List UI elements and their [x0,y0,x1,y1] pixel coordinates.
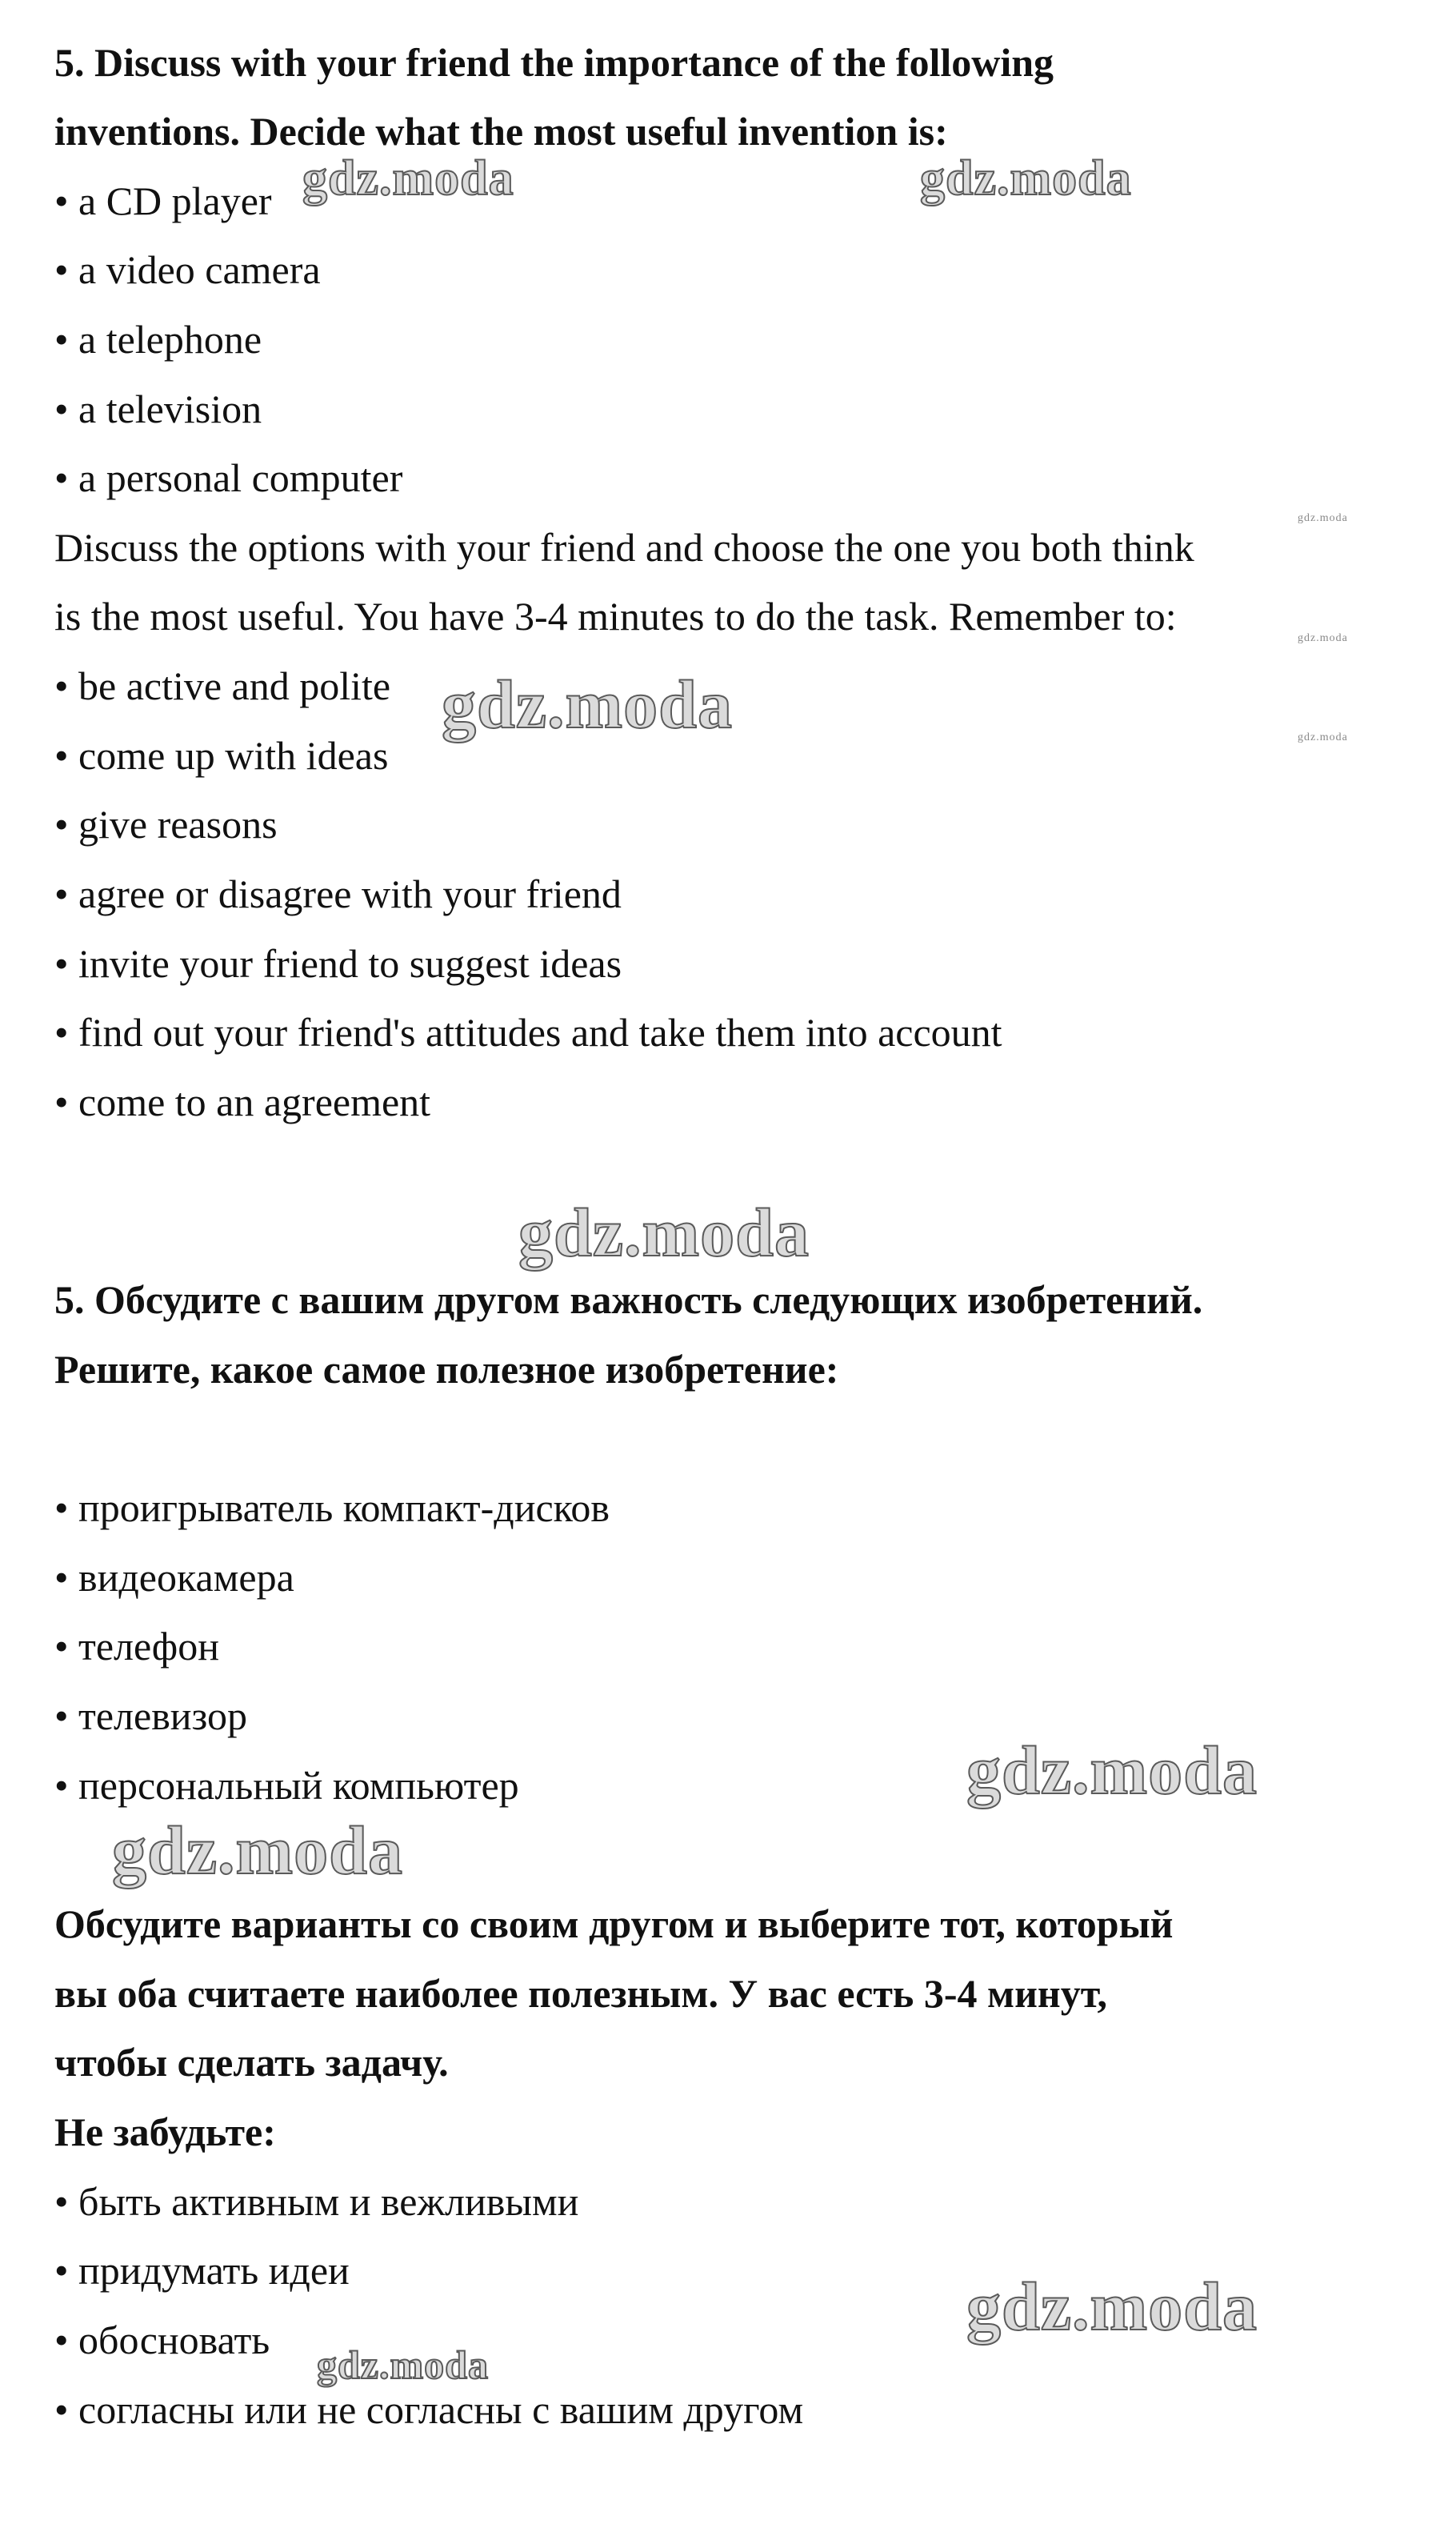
english-invention-item: • a personal computer [54,455,403,500]
russian-invention-item: • телевизор [54,1693,248,1738]
english-reminder-item: • invite your friend to suggest ideas [54,941,622,986]
russian-instructions-line-2: вы оба считаете наиболее полезным. У вас есть 3-4 минут, [54,1971,1107,2016]
english-instructions-line-1: Discuss the options with your friend and choose the one you both think [54,525,1194,570]
english-reminder-item: • give reasons [54,802,278,847]
russian-reminder-item: • быть активным и вежливыми [54,2179,579,2224]
russian-remember-label: Не забудьте: [54,2109,276,2154]
english-reminder-item: • be active and polite [54,663,391,708]
watermark: gdz.moda [966,2268,1258,2345]
english-invention-item: • a CD player [54,178,272,223]
english-reminder-item: • agree or disagree with your friend [54,871,622,916]
english-reminder-item: • come to an agreement [54,1080,431,1124]
watermark: gdz.moda [920,151,1132,206]
watermark-small: gdz.moda [1298,731,1348,743]
watermark: gdz.moda [317,2342,489,2387]
english-reminder-item: • find out your friend's attitudes and take them into account [54,1010,1002,1055]
watermark: gdz.moda [112,1812,403,1889]
watermark-small: gdz.moda [1298,632,1348,644]
english-invention-item: • a video camera [54,247,321,292]
russian-invention-item: • проигрыватель компакт-дисков [54,1485,610,1530]
watermark: gdz.moda [302,151,514,206]
russian-invention-item: • персональный компьютер [54,1763,519,1808]
russian-reminder-item: • обосновать [54,2318,270,2362]
english-invention-item: • a television [54,387,262,431]
watermark: gdz.moda [442,666,733,743]
russian-instructions-line-3: чтобы сделать задачу. [54,2040,449,2085]
watermark: gdz.moda [966,1732,1258,1809]
russian-reminder-item: • придумать идеи [54,2248,350,2293]
russian-reminder-item: • согласны или не согласны с вашим другом [54,2387,804,2432]
russian-invention-item: • телефон [54,1624,219,1669]
russian-heading-line-1: 5. Обсудите с вашим другом важность следующих изобретений. [54,1277,1203,1322]
english-heading-line-2: inventions. Decide what the most useful invention is: [54,109,948,154]
russian-invention-item: • видеокамера [54,1555,294,1600]
russian-instructions-line-1: Обсудите варианты со своим другом и выберите тот, который [54,1901,1174,1946]
english-invention-item: • a telephone [54,317,262,362]
english-reminder-item: • come up with ideas [54,733,389,778]
english-instructions-line-2: is the most useful. You have 3-4 minutes to do the task. Remember to: [54,594,1177,639]
watermark-small: gdz.moda [1298,512,1348,524]
watermark: gdz.moda [518,1194,810,1271]
russian-heading-line-2: Решите, какое самое полезное изобретение: [54,1347,839,1392]
english-heading-line-1: 5. Discuss with your friend the importance of the following [54,40,1054,85]
